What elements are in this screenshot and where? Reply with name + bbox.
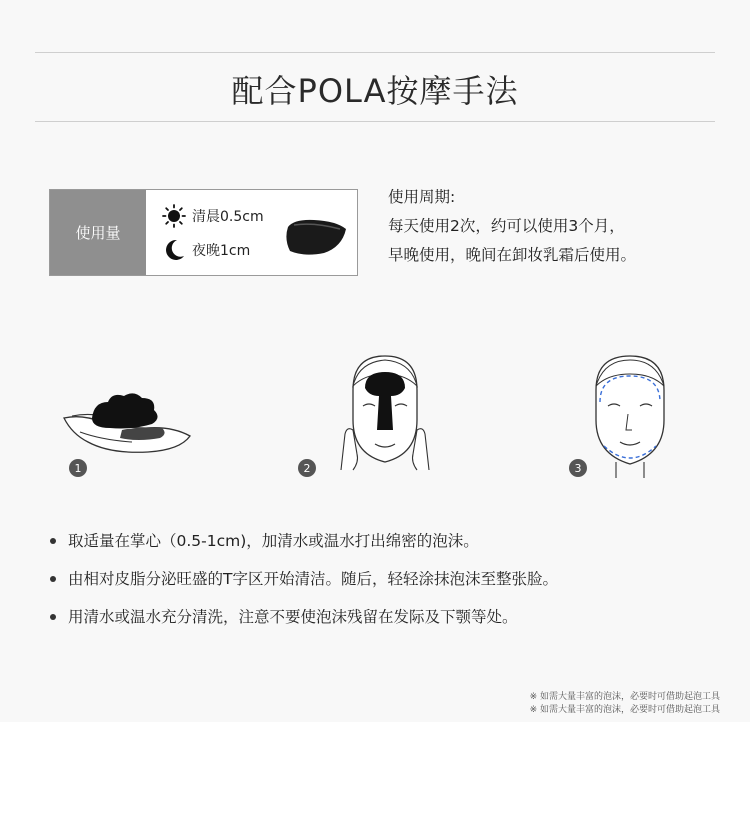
step-number-1: 1	[69, 459, 87, 477]
bullet-dot	[50, 538, 56, 544]
list-item	[50, 560, 558, 598]
instruction-text: 取适量在掌心（0.5-1cm)，加清水或温水打出绵密的泡沫。	[68, 532, 479, 550]
cycle-heading: 使用周期:	[388, 188, 456, 206]
morning-text: 清晨0.5cm	[192, 209, 264, 225]
bullet-dot	[50, 576, 56, 582]
face-outline-icon	[582, 350, 678, 480]
instruction-list	[50, 522, 558, 636]
moon-icon	[162, 238, 186, 262]
list-item	[50, 522, 558, 560]
footnote-1: ※ 如需大量丰富的泡沫，必要时可借助起泡工具	[529, 692, 720, 702]
cycle-line-1: 每天使用2次，约可以使用3个月，	[388, 217, 625, 235]
step-number-2: 2	[298, 459, 316, 477]
usage-cycle	[388, 183, 636, 270]
night-text: 夜晚1cm	[192, 243, 251, 259]
usage-label: 使用量	[50, 190, 146, 275]
top-divider	[35, 52, 715, 53]
list-item	[50, 598, 558, 636]
bullet-dot	[50, 614, 56, 620]
night-amount	[162, 238, 250, 262]
title-divider	[35, 121, 715, 122]
step-number-3: 3	[569, 459, 587, 477]
morning-amount	[162, 204, 264, 228]
foam-sample-icon	[284, 217, 348, 257]
instruction-text: 用清水或温水充分清洗，注意不要使泡沫残留在发际及下颚等处。	[68, 608, 518, 626]
footnote-2: ※ 如需大量丰富的泡沫，必要时可借助起泡工具	[529, 705, 720, 715]
usage-amount-box	[49, 189, 358, 276]
sun-icon	[162, 204, 186, 228]
cycle-line-2: 早晚使用，晚间在卸妆乳霜后使用。	[388, 246, 637, 264]
instruction-text: 由相对皮脂分泌旺盛的T字区开始清洁。随后，轻轻涂抹泡沫至整张脸。	[68, 570, 558, 588]
page-title: 配合POLA按摩手法	[231, 72, 519, 110]
palm-foam-icon	[62, 388, 194, 458]
face-t-zone-icon	[335, 350, 435, 478]
